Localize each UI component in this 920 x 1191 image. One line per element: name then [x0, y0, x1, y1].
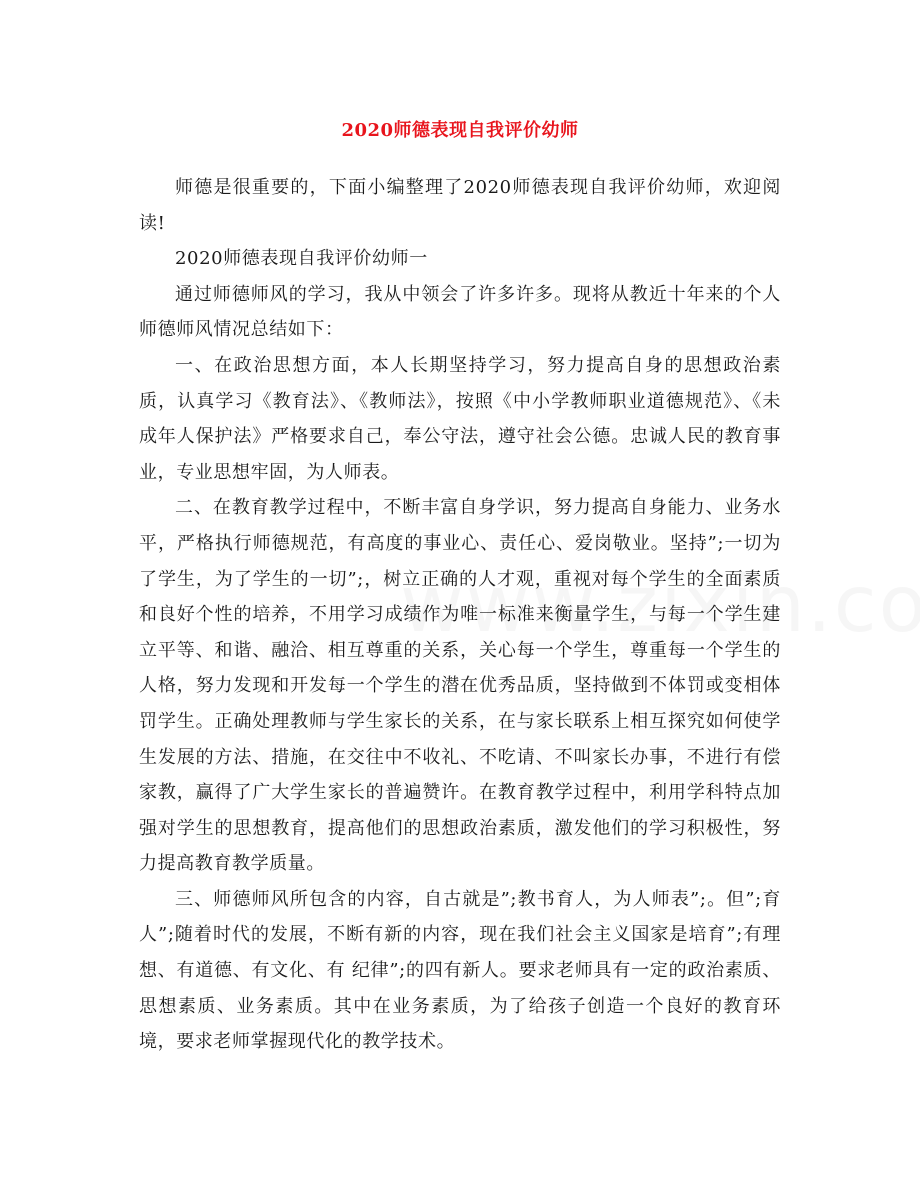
body-paragraph-3: 二、在教育教学过程中，不断丰富自身学识，努力提高自身能力、业务水平，严格执行师德规范，有高度的事业心、责任心、爱岗敬业。坚持”;一切为了学生，为了学生的一切”;，树立正确的人才观，重视对每个学生的全面素质和良好个性的培养，不用学习成绩作为唯一标准来衡量学生，与每一个学生建立平等、和谐、融洽、相互尊重的关系，关心每一个学生，尊重每一个学生的人格，努力发现和开发每一个学生的潜在优秀品质，坚持做到不体罚或变相体罚学生。正确处理教师与学生家长的关系，在与家长联系上相互探究如何使学生发展的方法、措施，在交往中不收礼、不吃请、不叫家长办事，不进行有偿家教，赢得了广大学生家长的普遍赞许。在教育教学过程中，利用学科特点加强对学生的思想教育，提高他们的思想政治素质，激发他们的学习积极性，努力提高教育教学质量。: [139, 497, 781, 875]
document-title: 2020师德表现自我评价幼师: [341, 120, 579, 141]
body-paragraph-4: 三、师德师风所包含的内容，自古就是”;教书育人，为人师表”;。但”;育人”;随着时代的发展，不断有新的内容，现在我们社会主义国家是培育”;有理想、有道德、有文化、有 纪律”;的四有新人。要求老师具有一定的政治素质、思想素质、业务素质。其中在业务素质，为了给孩子创造一个良好的教育环境，要求老师掌握现代化的教学技术。: [139, 888, 781, 1053]
intro-paragraph: 师德是很重要的，下面小编整理了2020师德表现自我评价幼师，欢迎阅读!: [139, 177, 781, 234]
section-heading: 2020师德表现自我评价幼师一: [175, 248, 428, 270]
body-paragraph-2: 一、在政治思想方面，本人长期坚持学习，努力提高自身的思想政治素质，认真学习《教育法》、《教师法》，按照《中小学教师职业道德规范》、《未成年人保护法》严格要求自己，奉公守法，遵守社会公德。忠诚人民的教育事业，专业思想牢固，为人师表。: [139, 354, 781, 483]
document-body: [139, 170, 781, 1060]
body-paragraph-1: 通过师德师风的学习，我从中领会了许多许多。现将从教近十年来的个人师德师风情况总结如下：: [139, 283, 781, 341]
